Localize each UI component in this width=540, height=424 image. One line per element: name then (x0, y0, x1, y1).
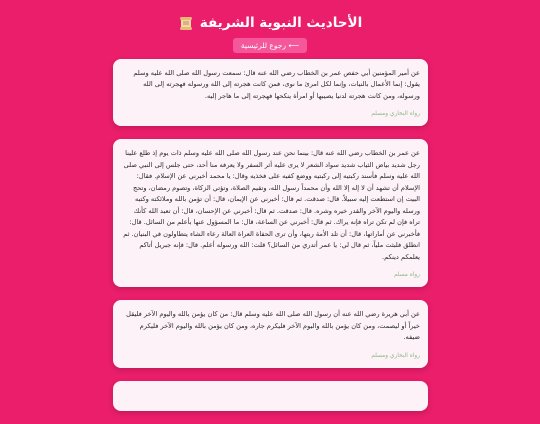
hadith-source: رواه مسلم (393, 272, 420, 279)
hadith-card (113, 300, 428, 367)
hadith-text: عن عمر بن الخطاب رضي الله عنه قال: بينما نحن عند رسول الله صلى الله عليه وسلم ذات يوم إذ طلع علينا رجل شديد بياض الثياب شديد سواد الشعر لا يرى عليه أثر السفر ولا يعرفه منا أحد، حتى جلس إلى النبي صلى الله عليه وسلم فأسند ركبتيه إلى ركبتيه ووضع كفيه على فخذيه وقال: يا محمد أخبرني عن الإسلام. فقال: الإسلام أن تشهد أن لا إله إلا الله وأن محمداً رسول الله، وتقيم الصلاة، وتؤتي الزكاة، وتصوم رمضان، وتحج البيت إن استطعت إليه سبيلاً. قال: صدقت. ثم قال: أخبرني عن الإيمان، قال: أن تؤمن بالله وملائكته وكتبه ورسله واليوم الآخر والقدر خيره وشره. قال: صدقت. ثم قال: أخبرني عن الإحسان، قال: أن تعبد الله كأنك تراه فإن لم تكن تراه فإنه يراك. ثم قال: أخبرني عن الساعة، قال: ما المسؤول عنها بأعلم من السائل. قال: فأخبرني عن أماراتها، قال: أن تلد الأمة ربتها، وأن ترى الحفاة العراة العالة رعاء الشاء يتطاولون في البنيان. ثم انطلق فلبثت ملياً، ثم قال لي: يا عمر أتدري من السائل؟ قلت: الله ورسوله أعلم. قال: فإنه جبريل أتاكم يعلمكم دينكم. (123, 149, 420, 261)
page-title-text: الأحاديث النبوية الشريفة (199, 15, 363, 31)
page-header (0, 0, 540, 53)
hadith-source: رواه البخاري ومسلم (371, 352, 420, 359)
scroll-icon (178, 15, 194, 31)
hadith-text: عن أمير المؤمنين أبي حفص عمر بن الخطاب رضي الله عنه قال: سمعت رسول الله صلى الله عليه وسلم يقول: إنما الأعمال بالنيات، وإنما لكل امرئ ما نوى، فمن كانت هجرته إلى الله ورسوله فهجرته إلى الله ورسوله، ومن كانت هجرته لدنيا يصيبها أو امرأة ينكحها فهجرته إلى ما هاجر إليه. (133, 69, 420, 100)
hadith-card (113, 59, 428, 126)
hadith-source: رواه البخاري ومسلم (371, 111, 420, 118)
back-to-home-button[interactable]: ⟵ رجوع للرئيسية (233, 38, 307, 53)
page-title (178, 15, 362, 31)
hadith-text: عن أبي هريرة رضي الله عنه أن رسول الله صلى الله عليه وسلم قال: من كان يؤمن بالله واليوم الآخر فليقل خيراً أو ليصمت، ومن كان يؤمن بالله واليوم الآخر فليكرم جاره، ومن كان يؤمن بالله واليوم الآخر فليكرم ضيفه. (126, 310, 420, 342)
hadith-list (113, 59, 428, 424)
hadith-card (113, 381, 428, 411)
hadith-card (113, 139, 428, 287)
